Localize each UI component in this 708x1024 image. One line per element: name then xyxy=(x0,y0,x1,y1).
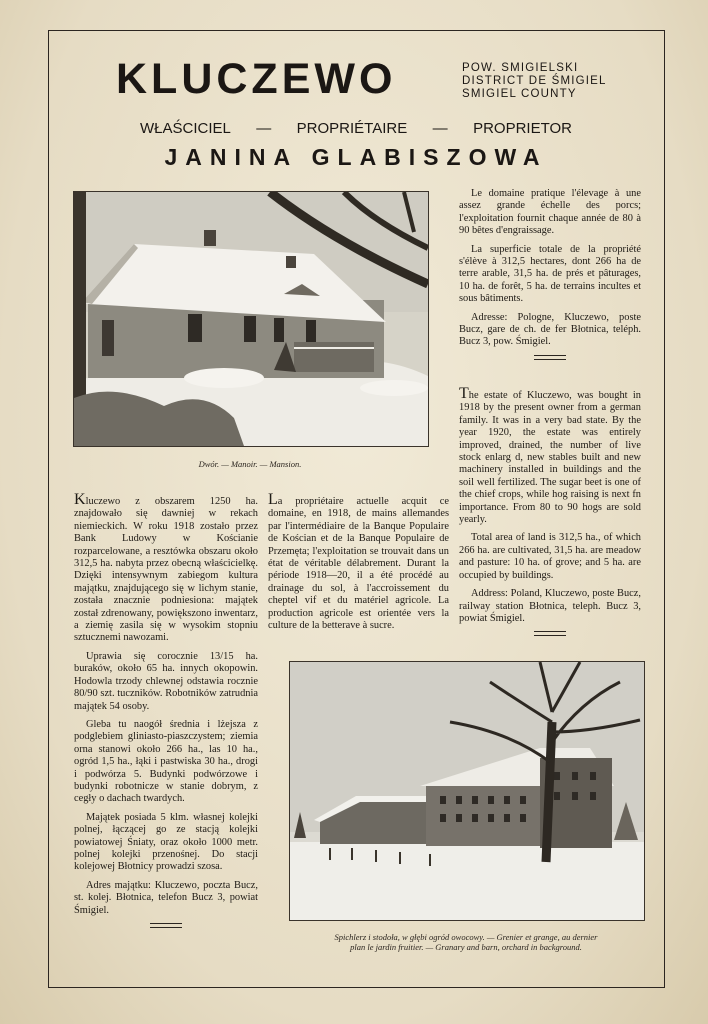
paragraph: Kluczewo z obszarem 1250 ha. znajdowało się dawniej w rekach niemieckich. W roku 1918 zostało przez Bank Ludowy w Kościanie rozparcelowane, a resztówka obszaru około 312,5 ha. nabyta przez obecną właścicielkę. Dzięki intensywnym zabiegom kultura majątku, znajdującego się w lichym stanie, została znacznie podniesiona: majątek został zdrenowany, powiększono inwentarz, a ziemię zasila się w wysokim stopniu sztucznemi nawozami. xyxy=(74,491,258,644)
dash: — xyxy=(256,120,272,137)
granary-caption xyxy=(289,932,643,952)
district-label xyxy=(462,62,607,101)
paragraph: La propriétaire actuelle acquit ce domaine, en 1918, de mains allemandes par l'intermédiaire de la Banque Populaire de Kościan et de la Banque Populaire de Przemęta; l'exploitation se trouvait dans un état de véritable délabrement. Durant la période 1918—20, il a été procédé au drainage du sol, à l'accroissement du cheptel vif et du matériel agricole. La production agricole est orientée vers la culture de la betterave à sucre. xyxy=(268,491,449,632)
district-line: SMIGIEL COUNTY xyxy=(462,88,577,100)
paragraph: La superficie totale de la propriété s'élève à 312,5 hectares, dont 266 ha de terre arable, 31,5 ha. de prés et pâturages, 10 ha. de forêt, 5 ha. de terrains incultes et sous bâtiments. xyxy=(459,243,641,305)
district-line: DISTRICT DE ŚMIGIEL xyxy=(462,75,607,87)
french-text-middle xyxy=(268,491,449,638)
polish-text xyxy=(74,491,258,928)
manor-photo xyxy=(73,191,429,447)
caption-line: Spichlerz i stodoła, w głębi ogród owocowy. — Grenier et grange, au dernier xyxy=(334,932,598,942)
granary-photo xyxy=(289,661,645,921)
owner-title-polish: WŁAŚCICIEL xyxy=(140,120,231,137)
manor-illustration xyxy=(74,192,428,446)
section-divider xyxy=(534,631,566,636)
french-text-right xyxy=(459,188,641,360)
dash: — xyxy=(432,120,448,137)
estate-title: KLUCZEWO xyxy=(116,55,397,103)
paragraph: Adresse: Pologne, Kluczewo, poste Bucz, gare de ch. de fer Błotnica, teléph. Bucz 3, pow. Śmigiel. xyxy=(459,311,641,348)
section-divider xyxy=(150,923,182,928)
owner-title-french: PROPRIÉTAIRE xyxy=(296,120,408,137)
paragraph: Majątek posiada 5 klm. własnej kolejki polnej, łączącej go ze stacją kolejki powiatowej Śniaty, oraz około 1000 metr. polnej kolejki przenośnej. Do stacji kolejowej Błotnicy prowadzi szosa. xyxy=(74,811,258,873)
manor-caption: Dwór. — Manoir. — Mansion. xyxy=(198,459,302,469)
paragraph: Address: Poland, Kluczewo, poste Bucz, railway station Błotnica, teleph. Bucz 3, powiat Śmigiel. xyxy=(459,588,641,624)
paragraph: Uprawia się corocznie 13/15 ha. buraków, około 65 ha. innych okopowin. Hodowla trzody chlewnej odstawia rocznie 80/90 szt. tuczników. Robotników zatrudnia majątek 54 osoby. xyxy=(74,650,258,712)
owner-title-english: PROPRIETOR xyxy=(473,120,572,137)
paragraph: Gleba tu naogół średnia i lżejsza z podglebiem gliniasto-piaszczystem; ziemia orna stanowi około 266 ha., las 10 ha., ogród 1,5 ha., łąki i pastwiska 30 ha., drogi i podwórza 5. Budynki podwórzowe i budynki robotnicze w stanie dobrym, z cegły o dachach twardych. xyxy=(74,718,258,805)
granary-illustration xyxy=(290,662,644,920)
english-text xyxy=(459,385,641,636)
paragraph: Adres majątku: Kluczewo, poczta Bucz, st. kolej. Błotnica, telefon Bucz 3, powiat Śmigiel. xyxy=(74,879,258,916)
paragraph: The estate of Kluczewo, was bought in 1918 by the present owner from a german family. It was in a very bad state. By the year 1920, the estate was entirely improved, drained, the number of live stock enlarg d, new stables built and new machinery installed in buildings and the soil well fertilized. The sugar beet is one of the chief crops, while hog raising is next fn importance. From 80 to 90 hogs are sold yearly. xyxy=(459,385,641,526)
paragraph: Total area of land is 312,5 ha., of which 266 ha. are cultivated, 31,5 ha. are meadow and pasture: 10 ha. of grove; and 5 ha. are occupied by buildings. xyxy=(459,532,641,581)
district-line: POW. SMIGIELSKI xyxy=(462,62,579,74)
caption-line: plan le jardin fruitier. — Granary and barn, orchard in background. xyxy=(350,942,582,952)
paragraph: Le domaine pratique l'élevage à une assez grande échelle des porcs; l'exploitation fournit chaque année de 80 à 90 bêtes d'engraissage. xyxy=(459,188,641,237)
owner-titles xyxy=(140,120,572,137)
owner-name: JANINA GLABISZOWA xyxy=(164,144,548,170)
section-divider xyxy=(534,355,566,360)
